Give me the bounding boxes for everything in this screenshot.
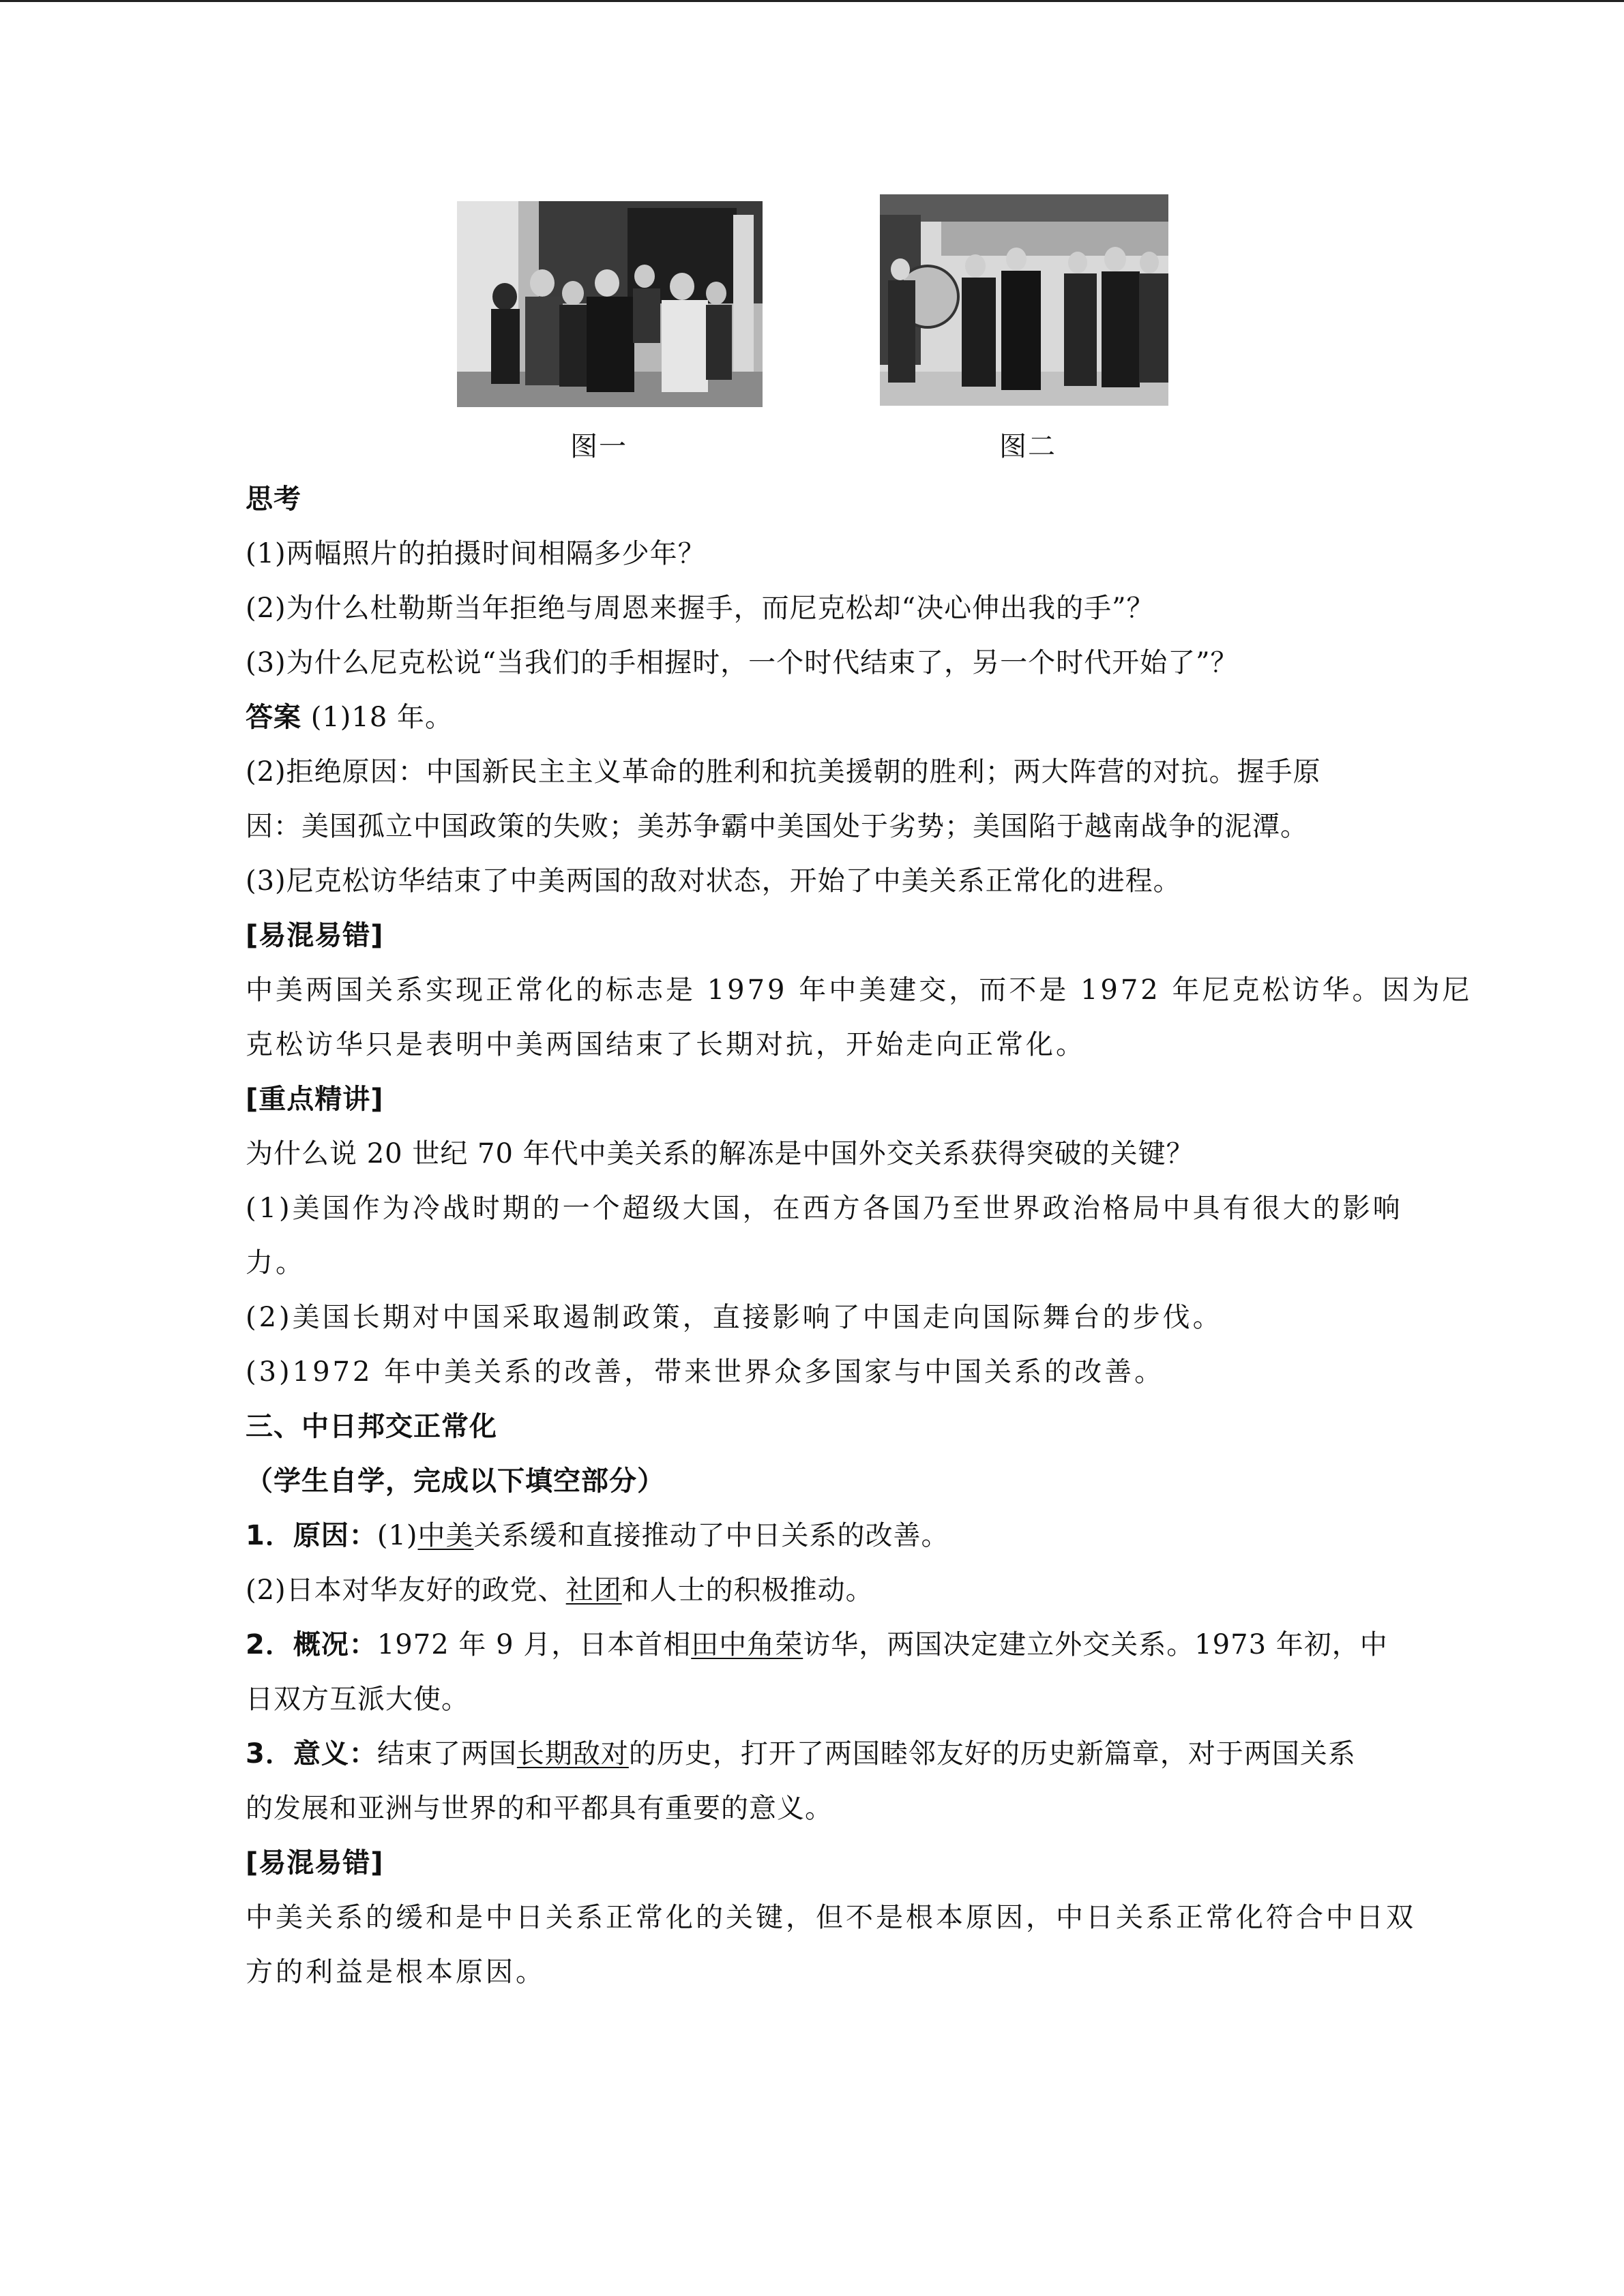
answer-2-line-1: (2)拒绝原因：中国新民主主义革命的胜利和抗美援朝的胜利；两大阵营的对抗。握手原	[246, 756, 1321, 788]
item-2-label: 2．概况：	[246, 1629, 377, 1660]
confusion-2-line-1: 中美关系的缓和是中日关系正常化的关键，但不是根本原因，中日关系正常化符合中日双	[246, 1902, 1416, 1933]
answer-2-line-2: 因：美国孤立中国政策的失败；美苏争霸中美国处于劣势；美国陷于越南战争的泥潭。	[246, 811, 1308, 842]
item-1-line	[246, 1519, 949, 1552]
figure-row	[0, 194, 1624, 481]
answer-label: 答案	[246, 702, 301, 733]
item-3-pre: 结束了两国	[377, 1738, 517, 1770]
item-1b-line	[246, 1574, 874, 1607]
figure-1-caption: 图一	[570, 431, 628, 462]
section-3-subheading: （学生自学，完成以下填空部分）	[246, 1465, 665, 1497]
item-1-pre: (1)	[377, 1520, 418, 1551]
key-point-1-line-1: (1)美国作为冷战时期的一个超级大国，在西方各国乃至世界政治格局中具有很大的影响	[246, 1193, 1403, 1224]
think-question-2: (2)为什么杜勒斯当年拒绝与周恩来握手，而尼克松却“决心伸出我的手”？	[246, 593, 1155, 624]
top-border	[0, 0, 1624, 2]
item-2-post: 访华，两国决定建立外交关系。1973 年初，中	[803, 1629, 1388, 1660]
answer-3: (3)尼克松访华结束了中美两国的敌对状态，开始了中美关系正常化的进程。	[246, 865, 1181, 897]
think-question-1: (1)两幅照片的拍摄时间相隔多少年？	[246, 538, 706, 569]
confusion-2-line-2: 方的利益是根本原因。	[246, 1956, 546, 1988]
key-point-2: (2)美国长期对中国采取遏制政策，直接影响了中国走向国际舞台的步伐。	[246, 1302, 1223, 1333]
item-1-blank: 中美	[417, 1520, 474, 1551]
confusion-1-line-1: 中美两国关系实现正常化的标志是 1979 年中美建交，而不是 1972 年尼克松访华。因为尼	[246, 974, 1473, 1006]
think-heading: 思考	[246, 483, 301, 515]
key-points-question: 为什么说 20 世纪 70 年代中美关系的解冻是中国外交关系获得突破的关键？	[246, 1138, 1194, 1169]
key-point-3: (3)1972 年中美关系的改善，带来世界众多国家与中国关系的改善。	[246, 1356, 1165, 1388]
item-1b-blank: 社团	[565, 1575, 622, 1606]
item-3-label: 3．意义：	[246, 1738, 377, 1770]
item-2-line	[246, 1628, 1388, 1661]
item-3-line	[246, 1738, 1356, 1770]
item-1b-post: 和人士的积极推动。	[621, 1575, 874, 1606]
key-point-1-line-2: 力。	[246, 1247, 306, 1279]
answer-1: (1)18 年。	[301, 702, 453, 733]
photo-figure-2	[880, 194, 1168, 406]
figure-2-caption: 图二	[999, 431, 1057, 462]
confusion-heading-1: [易混易错]	[246, 920, 384, 951]
answer-line-1	[246, 701, 453, 734]
item-1b-pre: (2)日本对华友好的政党、	[246, 1575, 566, 1606]
think-question-3: (3)为什么尼克松说“当我们的手相握时，一个时代结束了，另一个时代开始了”？	[246, 647, 1239, 679]
item-1-label: 1．原因：	[246, 1520, 377, 1551]
item-2-pre: 1972 年 9 月，日本首相	[377, 1629, 692, 1660]
confusion-1-line-2: 克松访华只是表明中美两国结束了长期对抗，开始走向正常化。	[246, 1029, 1086, 1060]
item-3-line-2: 的发展和亚洲与世界的和平都具有重要的意义。	[246, 1793, 833, 1824]
item-2-blank: 田中角荣	[691, 1629, 803, 1660]
confusion-heading-2: [易混易错]	[246, 1847, 384, 1879]
section-3-heading: 三、中日邦交正常化	[246, 1411, 497, 1442]
item-1-post: 关系缓和直接推动了中日关系的改善。	[473, 1520, 949, 1551]
photo-figure-1	[457, 201, 763, 407]
item-3-post: 的历史，打开了两国睦邻友好的历史新篇章，对于两国关系	[628, 1738, 1356, 1770]
key-points-heading: [重点精讲]	[246, 1084, 384, 1115]
item-3-blank: 长期敌对	[516, 1738, 629, 1770]
item-2-line-2: 日双方互派大使。	[246, 1684, 469, 1715]
